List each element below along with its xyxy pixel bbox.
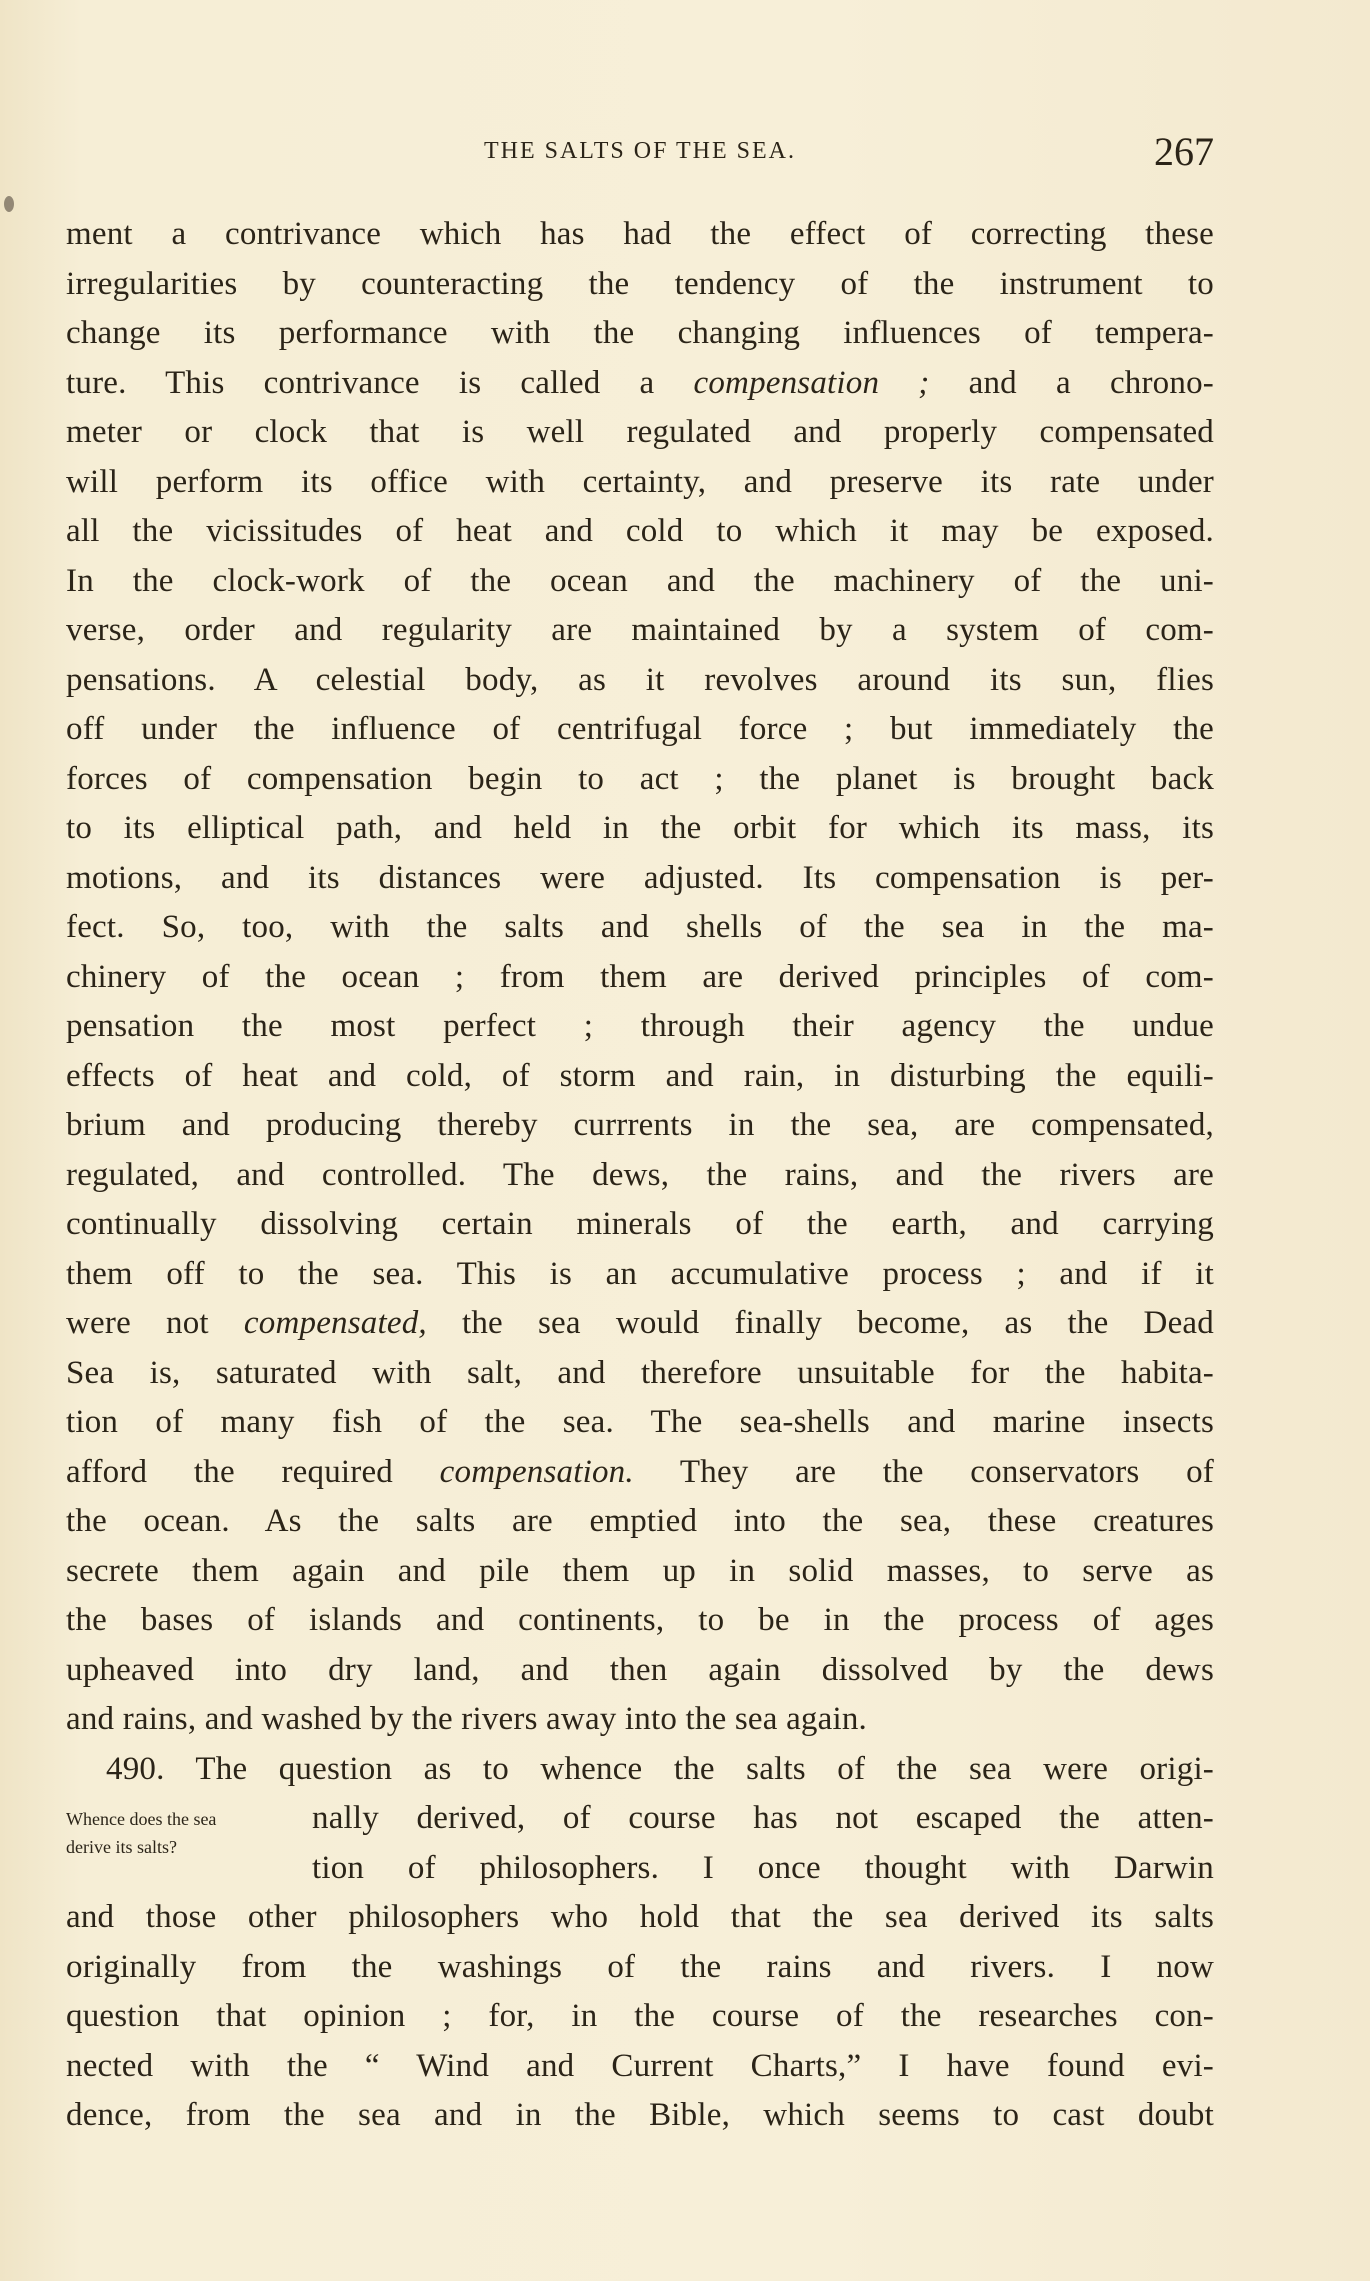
text-segment: were not xyxy=(66,1305,244,1341)
text-line: all the vicissitudes of heat and cold to which it may be exposed. xyxy=(66,513,1214,549)
text-line: meter or clock that is well regulated and properly compensated xyxy=(66,414,1214,450)
text-line: In the clock-work of the ocean and the machinery of the uni- xyxy=(66,562,1214,599)
text-segment: afford the required xyxy=(66,1453,440,1490)
text-line: and those other philosophers who hold that the sea derived its salts xyxy=(66,1899,1214,1935)
text-line: them off to the sea. This is an accumulative process ; and if it xyxy=(66,1255,1214,1292)
text-line: tion of many fish of the sea. The sea-shells and marine insects xyxy=(66,1404,1214,1440)
marginal-note-line-2: derive its salts? xyxy=(66,1836,177,1857)
text-line: the bases of islands and continents, to be in the process of ages xyxy=(66,1602,1214,1638)
text-line: will perform its office with certainty, and preserve its rate under xyxy=(66,463,1214,500)
text-line: chinery of the ocean ; from them are derived principles of com- xyxy=(66,958,1214,995)
text-line xyxy=(66,1299,1214,1349)
text-line: regulated, and controlled. The dews, the rains, and the rivers are xyxy=(66,1156,1214,1193)
text-line: upheaved into dry land, and then again dissolved by the dews xyxy=(66,1651,1214,1688)
text-line: verse, order and regularity are maintained by a system of com- xyxy=(66,612,1214,648)
text-line: nally derived, of course has not escaped the atten- xyxy=(312,1800,1214,1836)
text-line: to its elliptical path, and held in the orbit for which its mass, its xyxy=(66,810,1214,846)
body-text xyxy=(66,210,1214,2141)
ink-spot xyxy=(4,196,14,212)
text-line: question that opinion ; for, in the course of the researches con- xyxy=(66,1998,1214,2034)
text-line: brium and producing thereby currrents in the sea, are compensated, xyxy=(66,1107,1214,1143)
text-line: secrete them again and pile them up in solid masses, to serve as xyxy=(66,1552,1214,1589)
text-line: pensations. A celestial body, as it revolves around its sun, flies xyxy=(66,661,1214,698)
text-line: pensation the most perfect ; through their agency the undue xyxy=(66,1008,1214,1044)
text-line: effects of heat and cold, of storm and rain, in disturbing the equili- xyxy=(66,1057,1214,1094)
text-line xyxy=(66,359,1214,409)
text-segment: They are the conservators of xyxy=(633,1453,1215,1490)
text-segment: ture. This contrivance is called a xyxy=(66,364,694,401)
page-number: 267 xyxy=(1154,129,1214,174)
text-line: originally from the washings of the rains and rivers. I now xyxy=(66,1948,1214,1985)
text-line: irregularities by counteracting the tendency of the instrument to xyxy=(66,265,1214,302)
marginal-note-line-1: Whence does the sea xyxy=(66,1809,217,1829)
text-line xyxy=(66,1448,1214,1498)
text-line: continually dissolving certain minerals of the earth, and carrying xyxy=(66,1206,1214,1242)
text-line: ment a contrivance which has had the effect of correcting these xyxy=(66,216,1214,252)
text-line: and rains, and washed by the rivers away into the sea again. xyxy=(66,1701,867,1737)
running-title: THE SALTS OF THE SEA. xyxy=(483,138,797,164)
text-line: Sea is, saturated with salt, and therefore unsuitable for the habita- xyxy=(66,1354,1214,1391)
sidenote-row xyxy=(66,1836,1214,1894)
text-segment: the sea would finally become, as the Dead xyxy=(426,1305,1214,1341)
text-line: 490. The question as to whence the salts of the sea were origi- xyxy=(106,1750,1214,1787)
paragraph-compensation xyxy=(66,210,1214,1745)
text-line: tion of philosophers. I once thought with Darwin xyxy=(312,1849,1214,1886)
sidenote-row xyxy=(66,1794,1214,1844)
text-line: off under the influence of centrifugal force ; but immediately the xyxy=(66,711,1214,747)
text-line: nected with the “ Wind and Current Charts,” I have found evi- xyxy=(66,2047,1214,2084)
italic-term: compensation ; xyxy=(693,364,930,401)
italic-term: compensated, xyxy=(243,1305,427,1341)
text-line: change its performance with the changing influences of tempera- xyxy=(66,315,1214,351)
text-line: motions, and its distances were adjusted. Its compensation is per- xyxy=(66,859,1214,896)
text-line: dence, from the sea and in the Bible, which seems to cast doubt xyxy=(66,2097,1214,2133)
text-line: fect. So, too, with the salts and shells of the sea in the ma- xyxy=(66,909,1214,945)
text-line: the ocean. As the salts are emptied into the sea, these creatures xyxy=(66,1503,1214,1539)
paragraph-origin-of-salts xyxy=(66,1893,1214,2141)
running-header xyxy=(66,128,1214,178)
italic-term: compensation. xyxy=(439,1453,634,1490)
text-line: forces of compensation begin to act ; the planet is brought back xyxy=(66,760,1214,797)
text-segment: and a chrono- xyxy=(929,364,1214,401)
